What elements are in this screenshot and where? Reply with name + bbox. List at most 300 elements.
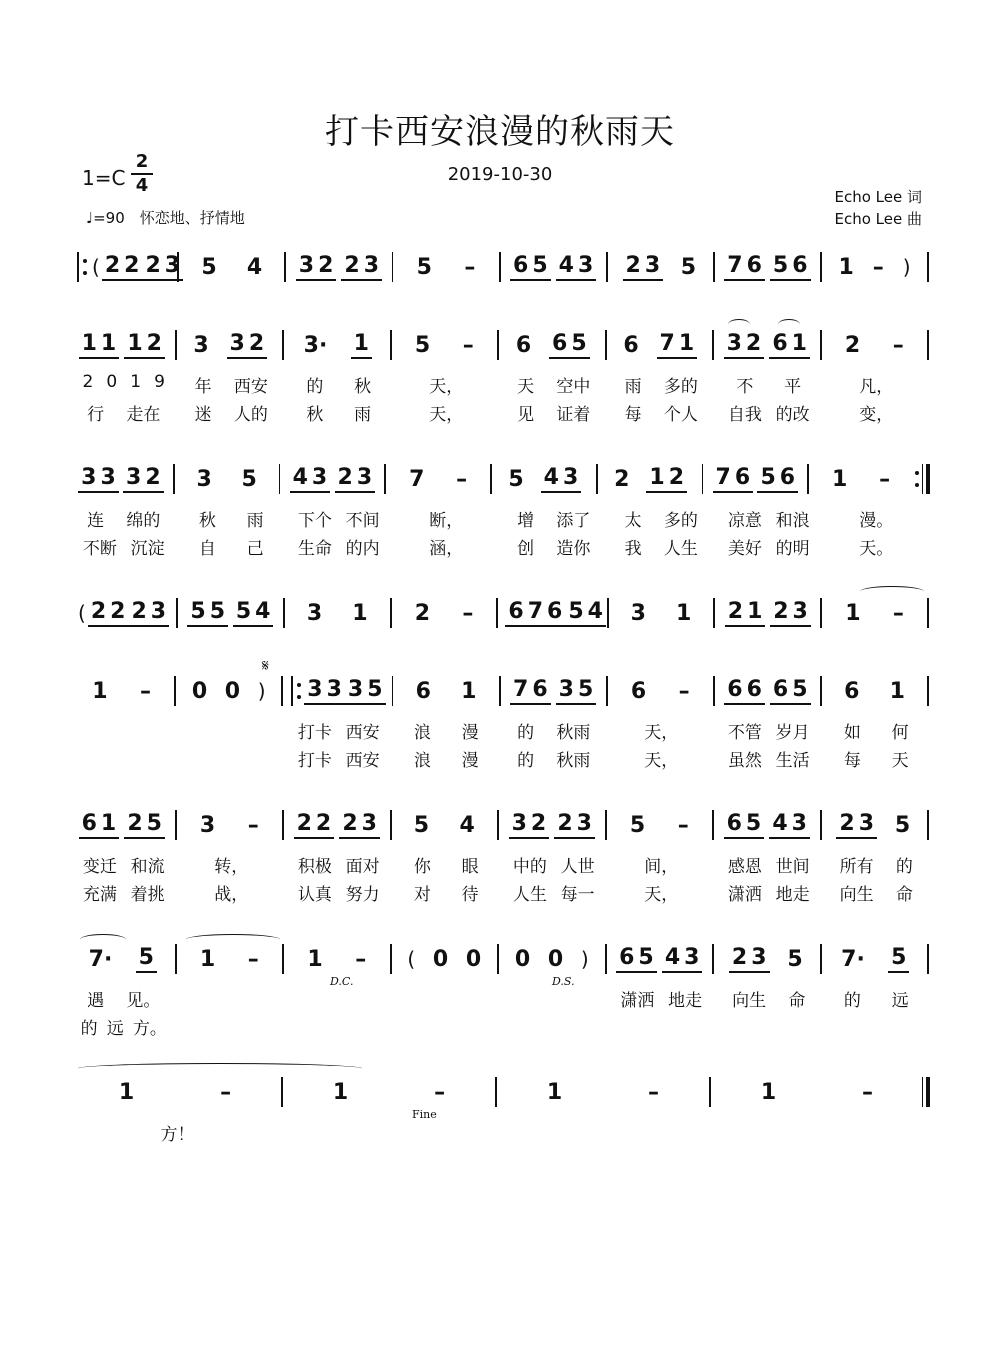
note: 2 — [131, 599, 147, 624]
note: 5 — [894, 812, 911, 838]
measure — [712, 1080, 922, 1105]
lyric-word: 变迁 — [82, 857, 117, 877]
lyric-cell — [715, 986, 823, 1010]
lyric-line — [70, 1014, 930, 1038]
note: 6 — [772, 677, 789, 702]
note: 7 — [659, 331, 675, 356]
repeat-start — [76, 252, 90, 282]
note-group — [195, 467, 214, 492]
lyric-word: 个人 — [663, 405, 698, 425]
barline — [713, 252, 715, 282]
measure — [716, 599, 819, 627]
measure — [387, 467, 489, 492]
note: 2 — [342, 811, 358, 836]
barline — [820, 598, 822, 628]
lyric-cell — [608, 746, 716, 770]
lyric-cell — [70, 1014, 178, 1038]
lyric-cell — [823, 1014, 931, 1038]
note: 3 — [363, 253, 380, 278]
lyric-cell — [500, 986, 608, 1010]
lyric-cell — [500, 880, 608, 904]
measure — [823, 945, 927, 973]
note-group — [725, 599, 766, 627]
measure — [823, 255, 926, 280]
measure — [609, 253, 712, 281]
lyric-word: 秋 — [354, 377, 372, 397]
note: 5 — [209, 599, 226, 624]
note-group — [138, 679, 153, 704]
note: 1 — [760, 1079, 777, 1105]
barline — [390, 944, 392, 974]
lyric-cell — [608, 986, 716, 1010]
score-row — [70, 250, 930, 284]
note: 7 — [715, 465, 731, 490]
note-group — [407, 467, 426, 492]
note: 3 — [858, 811, 875, 836]
measure — [394, 679, 497, 704]
barline — [282, 810, 284, 840]
bar-thick — [926, 1077, 930, 1107]
lyric-word: 下个 — [297, 511, 332, 531]
lyric-cell — [178, 534, 286, 558]
measure — [393, 601, 496, 626]
note: 6 — [727, 677, 743, 702]
repeat-dots — [297, 683, 301, 699]
note-group — [546, 947, 565, 972]
song-date: 2019-10-30 — [447, 164, 553, 185]
note-group — [505, 599, 565, 627]
note-group — [554, 811, 595, 839]
measure — [502, 677, 605, 705]
lyric-word: 生命 — [297, 539, 332, 559]
note: 2 — [731, 945, 748, 970]
lyric-word: 浪 — [413, 723, 431, 743]
lyric-cell — [393, 506, 501, 530]
note: 6 — [779, 465, 796, 490]
note: 4 — [246, 254, 263, 280]
note-group — [239, 467, 258, 492]
lyric-line — [70, 534, 930, 558]
barline — [927, 676, 929, 706]
barline — [496, 598, 498, 628]
ds-mark: D.S. — [552, 975, 575, 988]
note: 2 — [530, 811, 547, 836]
lyric-word: 潇洒 — [727, 885, 762, 905]
note-group — [646, 1080, 661, 1105]
note-group — [646, 465, 687, 493]
note: 6 — [547, 599, 563, 624]
lyric-line — [70, 880, 930, 904]
lyric-cell — [70, 880, 178, 904]
lyric-line — [70, 718, 930, 742]
note: 1 — [127, 331, 143, 356]
note-group — [724, 677, 765, 705]
note-group — [198, 813, 217, 838]
barline — [77, 252, 79, 282]
note: 2 — [557, 811, 573, 836]
note: 5 — [629, 812, 646, 838]
parenthesis: ( — [92, 255, 100, 279]
fine-mark: Fine — [412, 1108, 437, 1121]
note: 1 — [353, 331, 369, 356]
measure — [70, 331, 174, 359]
note: 5 — [190, 599, 206, 624]
note: – — [462, 600, 474, 626]
lyric-word: 人生 — [663, 539, 698, 559]
score-row — [70, 328, 930, 362]
measure — [610, 601, 713, 626]
note: 3 — [726, 331, 742, 356]
lyric-word: 证着 — [556, 405, 591, 425]
note: 2 — [625, 253, 641, 278]
note-group — [839, 947, 867, 972]
lyric-cell — [70, 986, 178, 1010]
note: 2 — [727, 599, 744, 624]
note: – — [648, 1079, 660, 1105]
tie — [860, 586, 924, 597]
lyric-cell — [393, 718, 501, 742]
note-group — [724, 811, 765, 839]
note: 4 — [543, 465, 559, 490]
measure — [499, 599, 605, 627]
note: 2 — [844, 332, 861, 358]
lyric-cell — [715, 372, 823, 396]
note-group — [888, 679, 907, 704]
measure — [70, 465, 172, 493]
lyric-word: 的 — [517, 751, 535, 771]
lyric-word: 增 — [517, 511, 535, 531]
lyric-word: 的 — [895, 857, 913, 877]
note: 5 — [577, 677, 594, 702]
note: 1 — [747, 599, 763, 624]
note-group — [302, 333, 330, 358]
lyric-word: 和浪 — [775, 511, 810, 531]
measure — [716, 677, 819, 705]
measure — [285, 811, 389, 839]
note: 5 — [638, 945, 654, 970]
lyric-word: 2 — [82, 372, 94, 392]
note: 4 — [558, 253, 574, 278]
barline — [176, 598, 178, 628]
barline — [175, 810, 177, 840]
lyric-line — [70, 852, 930, 876]
lyric-word: 人生 — [512, 885, 547, 905]
note-group — [891, 333, 906, 358]
note: 6 — [552, 331, 568, 356]
lyric-word: 年 — [194, 377, 212, 397]
lyric-word: 打卡 — [297, 723, 332, 743]
lyric-word: 漫 — [461, 751, 479, 771]
note: 2 — [414, 600, 431, 626]
note: 3 — [356, 465, 373, 490]
note: 2 — [318, 253, 334, 278]
lyric-cell — [393, 852, 501, 876]
measure — [608, 945, 712, 973]
note: 5 — [241, 466, 257, 492]
note: 6 — [746, 677, 762, 702]
measure — [284, 1080, 494, 1105]
lyric-word: 远 — [106, 1019, 124, 1039]
note: 2 — [145, 253, 161, 278]
note: 7· — [88, 946, 113, 972]
note: 3 — [199, 812, 216, 838]
note: 3 — [644, 253, 661, 278]
note: 2 — [248, 331, 265, 356]
lyric-word: 虽然 — [727, 751, 762, 771]
note: – — [462, 332, 474, 358]
note-group — [245, 255, 264, 280]
lyric-word: 岁月 — [775, 723, 810, 743]
lyric-word: 世间 — [775, 857, 810, 877]
lyric-word: 中的 — [512, 857, 547, 877]
score-row — [70, 674, 930, 708]
note: 3 — [126, 465, 142, 490]
note-group — [621, 333, 640, 358]
barline — [605, 810, 607, 840]
lyric-word: 太 — [624, 511, 642, 531]
note-group — [335, 465, 376, 493]
lyric-cell — [393, 986, 501, 1010]
lyric-cell — [715, 880, 823, 904]
note-group — [117, 1080, 136, 1105]
lyric-cell — [285, 986, 393, 1010]
note: 1 — [889, 678, 905, 704]
lyric-word: 潇洒 — [620, 991, 655, 1011]
note: – — [139, 678, 151, 704]
measure — [823, 333, 927, 358]
note-group — [345, 677, 386, 705]
note: 2 — [344, 253, 360, 278]
barline — [282, 944, 284, 974]
barline — [390, 810, 392, 840]
barline — [390, 330, 392, 360]
note-group — [246, 947, 261, 972]
note-group — [413, 333, 432, 358]
lyric-cell — [70, 534, 178, 558]
measure — [286, 601, 389, 626]
lyric-word: 不间 — [345, 511, 380, 531]
note-group — [102, 253, 143, 281]
barline — [499, 252, 501, 282]
note: 2 — [745, 331, 762, 356]
note: 2 — [104, 253, 121, 278]
note: 4 — [587, 599, 603, 624]
note: 6 — [508, 599, 524, 624]
lyric-word: 秋 — [306, 405, 324, 425]
lyric-word: 不管 — [727, 723, 762, 743]
note: – — [892, 332, 904, 358]
lyric-word: 如 — [843, 723, 861, 743]
lyric-word: 自我 — [727, 405, 762, 425]
note: 5 — [792, 677, 808, 702]
score-row — [70, 1075, 930, 1109]
final-barline — [922, 1077, 930, 1107]
lyric-word: 空中 — [556, 377, 591, 397]
note-group — [757, 465, 798, 493]
lyric-word: 每 — [843, 751, 861, 771]
lyric-word: 着挑 — [130, 885, 165, 905]
note-group — [305, 601, 324, 626]
lyric-word: 断， — [429, 511, 464, 531]
barline — [606, 676, 608, 706]
lyric-cell — [178, 852, 286, 876]
measure — [500, 947, 604, 972]
barline — [927, 598, 929, 628]
note: 3 — [630, 600, 646, 626]
lyric-cell — [285, 1120, 500, 1144]
note: 6 — [726, 811, 742, 836]
note: 3 — [326, 677, 342, 702]
note-group — [724, 253, 765, 281]
note: 5 — [201, 254, 217, 280]
measure — [810, 467, 912, 492]
note: 6 — [772, 331, 788, 356]
note: 1 — [546, 1079, 563, 1105]
measure — [178, 947, 282, 972]
note: – — [892, 600, 904, 626]
lyric-word: 天， — [429, 405, 464, 425]
note-group — [759, 1080, 778, 1105]
barline — [702, 464, 704, 494]
measure — [715, 945, 819, 973]
lyric-cell — [178, 746, 286, 770]
lyric-word: 我 — [624, 539, 642, 559]
note-group — [305, 947, 324, 972]
lyric-word: 雨 — [624, 377, 642, 397]
lyric-word: 你 — [413, 857, 431, 877]
note: 3 — [306, 600, 323, 626]
note-group — [87, 947, 115, 972]
lyric-word: 雨 — [354, 405, 372, 425]
note-group — [296, 253, 337, 281]
lyric-word: 眼 — [461, 857, 479, 877]
measure — [608, 813, 712, 838]
note: 4 — [664, 945, 681, 970]
lyric-word: 沉淀 — [130, 539, 165, 559]
lyric-word: 变， — [859, 405, 894, 425]
lyric-line — [70, 506, 930, 530]
lyric-cell — [823, 400, 931, 424]
note: 3 — [164, 253, 181, 278]
note-group — [770, 677, 811, 705]
note-group — [339, 811, 380, 839]
score-row — [70, 942, 930, 976]
note-group — [871, 255, 886, 280]
note: 1 — [118, 1079, 135, 1105]
note: 5 — [571, 331, 587, 356]
note-group — [836, 255, 855, 280]
lyric-word: 的 — [517, 723, 535, 743]
note: 5 — [745, 811, 762, 836]
lyric-cell — [178, 1014, 286, 1038]
note: 5 — [414, 332, 431, 358]
lyric-cell — [500, 400, 608, 424]
measure — [823, 679, 926, 704]
note: 6 — [734, 465, 751, 490]
lyric-cell — [285, 880, 393, 904]
lyric-cell — [285, 534, 393, 558]
note: 3 — [562, 465, 579, 490]
note-group — [510, 677, 551, 705]
barline — [606, 252, 608, 282]
measure — [502, 253, 605, 281]
note: 3 — [511, 811, 527, 836]
note-group — [629, 601, 648, 626]
measure — [70, 1080, 280, 1105]
tie — [78, 1063, 362, 1074]
note-group — [142, 253, 183, 281]
note-group — [565, 599, 606, 627]
note: – — [464, 254, 476, 280]
measure — [178, 331, 282, 359]
lyric-word: 打卡 — [297, 751, 332, 771]
lyric-cell — [285, 746, 393, 770]
note-group — [713, 465, 754, 493]
lyric-word: 创 — [517, 539, 535, 559]
barline — [820, 252, 822, 282]
measure — [599, 465, 701, 493]
note: 5 — [235, 599, 252, 624]
note: 3 — [558, 677, 574, 702]
lyric-cell — [178, 506, 286, 530]
lyric-cell — [393, 1014, 501, 1038]
note-group — [514, 333, 533, 358]
note-group — [432, 1080, 447, 1105]
lyric-cell — [285, 852, 393, 876]
parenthesis: ) — [902, 255, 911, 279]
barline — [712, 944, 714, 974]
note: 6 — [513, 253, 529, 278]
lyric-cell — [715, 506, 823, 530]
note: 1 — [676, 600, 692, 626]
lyric-cell — [500, 506, 608, 530]
lyric-word: 迷 — [194, 405, 212, 425]
barline — [927, 810, 929, 840]
lyric-word: 向生 — [732, 991, 767, 1011]
note: 2 — [296, 811, 312, 836]
note: 3 — [229, 331, 245, 356]
note: 3 — [684, 945, 700, 970]
note: 3 — [751, 945, 767, 970]
note: 1 — [81, 331, 97, 356]
lyric-cell — [70, 372, 178, 396]
lyric-word: 人的 — [233, 405, 268, 425]
barline — [175, 330, 177, 360]
note-group — [290, 465, 331, 493]
lyric-cell — [715, 718, 823, 742]
lyric-word: 连 — [87, 511, 105, 531]
note-group — [294, 811, 335, 839]
lyric-cell — [500, 534, 608, 558]
note: 1 — [92, 678, 108, 704]
note-group — [462, 255, 477, 280]
note-group — [461, 333, 476, 358]
barline — [392, 252, 394, 282]
note-group — [458, 813, 477, 838]
note: – — [678, 678, 690, 704]
note-group — [123, 465, 164, 493]
note-group — [662, 945, 703, 973]
lyric-cell — [715, 534, 823, 558]
note: 5 — [568, 599, 584, 624]
lyric-word: 每 — [624, 405, 642, 425]
lyric-line — [70, 372, 930, 396]
lyric-cell — [500, 1014, 608, 1038]
note-group — [629, 679, 648, 704]
note-group — [88, 599, 129, 627]
note: 2 — [773, 599, 789, 624]
lyric-word: 对 — [413, 885, 431, 905]
